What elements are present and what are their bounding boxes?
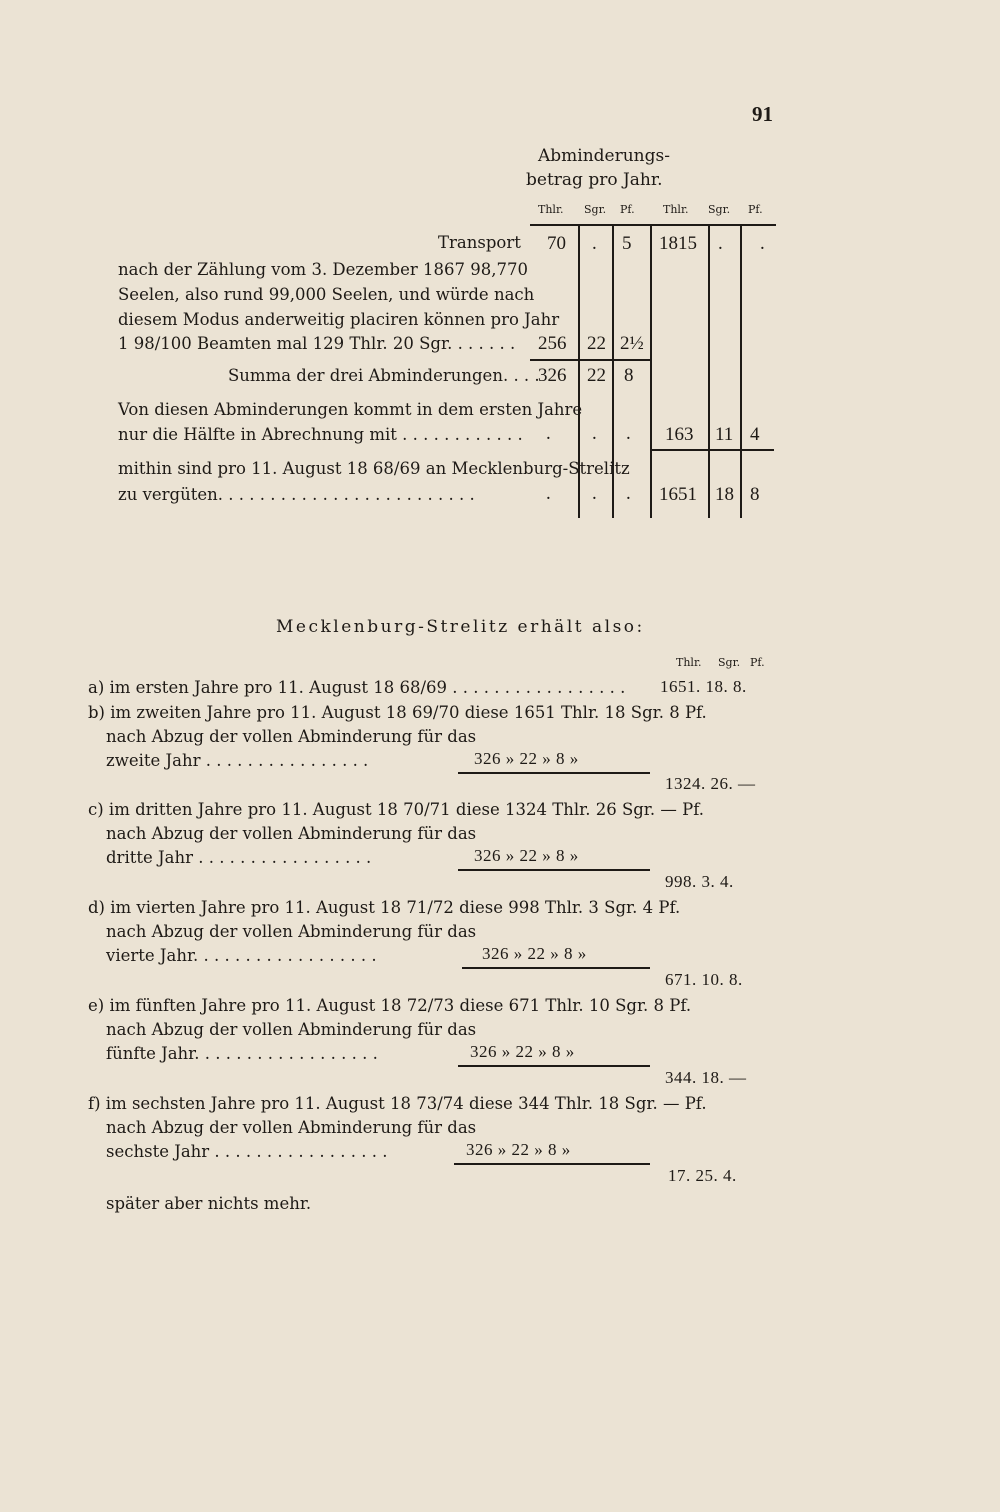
unit-pf-left: Pf. bbox=[620, 203, 635, 216]
item-b-deduction: 326 » 22 » 8 » bbox=[474, 749, 579, 768]
deduction-rule bbox=[458, 869, 650, 871]
unit-pf-right: Pf. bbox=[748, 203, 763, 216]
cell-value: 256 bbox=[538, 333, 567, 354]
item-c-line-3: dritte Jahr . . . . . . . . . . . . . . . . . bbox=[106, 848, 372, 867]
item-c-line-2: nach Abzug der vollen Abminderung für das bbox=[106, 824, 477, 843]
item-e-line-3: fünfte Jahr. . . . . . . . . . . . . . . . . . bbox=[106, 1044, 378, 1063]
cell-dot: . bbox=[626, 483, 631, 504]
item-d-line-3: vierte Jahr. . . . . . . . . . . . . . . . . . bbox=[106, 946, 377, 965]
item-d-deduction: 326 » 22 » 8 » bbox=[482, 944, 587, 963]
closing-text: später aber nichts mehr. bbox=[106, 1194, 312, 1213]
cell-value: . bbox=[718, 233, 723, 254]
cell-value: 326 bbox=[538, 365, 567, 386]
page-number: 91 bbox=[752, 102, 773, 126]
header-line-2: betrag pro Jahr. bbox=[526, 170, 663, 190]
unit-thlr-right: Thlr. bbox=[663, 203, 689, 216]
unit-sgr-right: Sgr. bbox=[708, 203, 731, 216]
unit-sgr: Sgr. bbox=[718, 656, 741, 669]
cell-value: 1815 bbox=[659, 233, 697, 254]
cell-value: 163 bbox=[665, 424, 694, 445]
unit-thlr: Thlr. bbox=[676, 656, 702, 669]
cell-dot: . bbox=[626, 423, 631, 444]
cell-value: . bbox=[760, 233, 765, 254]
unit-sgr-left: Sgr. bbox=[584, 203, 607, 216]
item-b-line-3: zweite Jahr . . . . . . . . . . . . . . . . bbox=[106, 751, 369, 770]
unit-thlr-left: Thlr. bbox=[538, 203, 564, 216]
item-b-result: 1324. 26. — bbox=[665, 774, 756, 793]
item-a-line-1: a) im ersten Jahre pro 11. August 18 68/69 . . . . . . . . . . . . . . . . . bbox=[88, 678, 626, 697]
cell-value: 22 bbox=[587, 333, 606, 354]
item-b-line-2: nach Abzug der vollen Abminderung für das bbox=[106, 727, 477, 746]
item-f-result: 17. 25. 4. bbox=[668, 1166, 737, 1185]
deduction-rule bbox=[454, 1163, 650, 1165]
item-f-deduction: 326 » 22 » 8 » bbox=[466, 1140, 571, 1159]
item-e-line-1: e) im fünften Jahre pro 11. August 18 72/73 diese 671 Thlr. 10 Sgr. 8 Pf. bbox=[88, 996, 692, 1015]
deduction-rule bbox=[458, 772, 650, 774]
section-heading: Mecklenburg-Strelitz erhält also: bbox=[276, 617, 645, 637]
text-line: 1 98/100 Beamten mal 129 Thlr. 20 Sgr. . . . . . . bbox=[118, 334, 516, 353]
cell-value: 5 bbox=[622, 233, 632, 254]
item-e-result: 344. 18. — bbox=[665, 1068, 747, 1087]
item-d-line-1: d) im vierten Jahre pro 11. August 18 71/72 diese 998 Thlr. 3 Sgr. 4 Pf. bbox=[88, 898, 681, 917]
sum-label: Summa der drei Abminderungen. . . . bbox=[228, 366, 540, 385]
sum-rule bbox=[530, 359, 650, 361]
text-line: nach der Zählung vom 3. Dezember 1867 98,770 bbox=[118, 260, 528, 279]
column-line bbox=[708, 226, 710, 518]
cell-value: 2½ bbox=[620, 333, 644, 354]
text-line: Seelen, also rund 99,000 Seelen, und würde nach bbox=[118, 285, 535, 304]
deduction-rule bbox=[458, 1065, 650, 1067]
column-line bbox=[740, 226, 742, 518]
item-f-line-2: nach Abzug der vollen Abminderung für das bbox=[106, 1118, 477, 1137]
item-a-result: 1651. 18. 8. bbox=[660, 677, 747, 696]
item-e-deduction: 326 » 22 » 8 » bbox=[470, 1042, 575, 1061]
item-c-deduction: 326 » 22 » 8 » bbox=[474, 846, 579, 865]
header-line-1: Abminderungs- bbox=[538, 146, 670, 166]
item-c-result: 998. 3. 4. bbox=[665, 872, 734, 891]
item-d-result: 671. 10. 8. bbox=[665, 970, 743, 989]
text-line: zu vergüten. . . . . . . . . . . . . . . . . . . . . . . . . bbox=[118, 485, 475, 504]
cell-value: 11 bbox=[715, 424, 734, 445]
deduction-rule bbox=[462, 967, 650, 969]
cell-dot: . bbox=[592, 483, 597, 504]
cell-dot: . bbox=[546, 423, 551, 444]
text-line: diesem Modus anderweitig placiren können pro Jahr bbox=[118, 310, 560, 329]
cell-value: 18 bbox=[715, 484, 734, 505]
item-e-line-2: nach Abzug der vollen Abminderung für das bbox=[106, 1020, 477, 1039]
cell-value: 22 bbox=[587, 365, 606, 386]
transport-label: Transport bbox=[438, 233, 521, 252]
cell-value: 1651 bbox=[659, 484, 697, 505]
item-c-line-1: c) im dritten Jahre pro 11. August 18 70/71 diese 1324 Thlr. 26 Sgr. — Pf. bbox=[88, 800, 704, 819]
column-line bbox=[650, 226, 652, 518]
text-line: nur die Hälfte in Abrechnung mit . . . . . . . . . . . . bbox=[118, 425, 523, 444]
cell-value: 8 bbox=[750, 484, 760, 505]
text-line: Von diesen Abminderungen kommt in dem ersten Jahre bbox=[118, 400, 583, 419]
item-d-line-2: nach Abzug der vollen Abminderung für das bbox=[106, 922, 477, 941]
unit-pf: Pf. bbox=[750, 656, 765, 669]
cell-dot: . bbox=[546, 483, 551, 504]
cell-dot: . bbox=[592, 423, 597, 444]
text-line: mithin sind pro 11. August 18 68/69 an Mecklenburg-Strelitz bbox=[118, 459, 630, 478]
cell-value: 70 bbox=[547, 233, 566, 254]
difference-rule bbox=[650, 449, 774, 451]
item-b-line-1: b) im zweiten Jahre pro 11. August 18 69/70 diese 1651 Thlr. 18 Sgr. 8 Pf. bbox=[88, 703, 707, 722]
cell-value: 8 bbox=[624, 365, 634, 386]
cell-value: 4 bbox=[750, 424, 760, 445]
item-f-line-1: f) im sechsten Jahre pro 11. August 18 73/74 diese 344 Thlr. 18 Sgr. — Pf. bbox=[88, 1094, 707, 1113]
cell-value: . bbox=[592, 233, 597, 254]
item-f-line-3: sechste Jahr . . . . . . . . . . . . . . . . . bbox=[106, 1142, 388, 1161]
